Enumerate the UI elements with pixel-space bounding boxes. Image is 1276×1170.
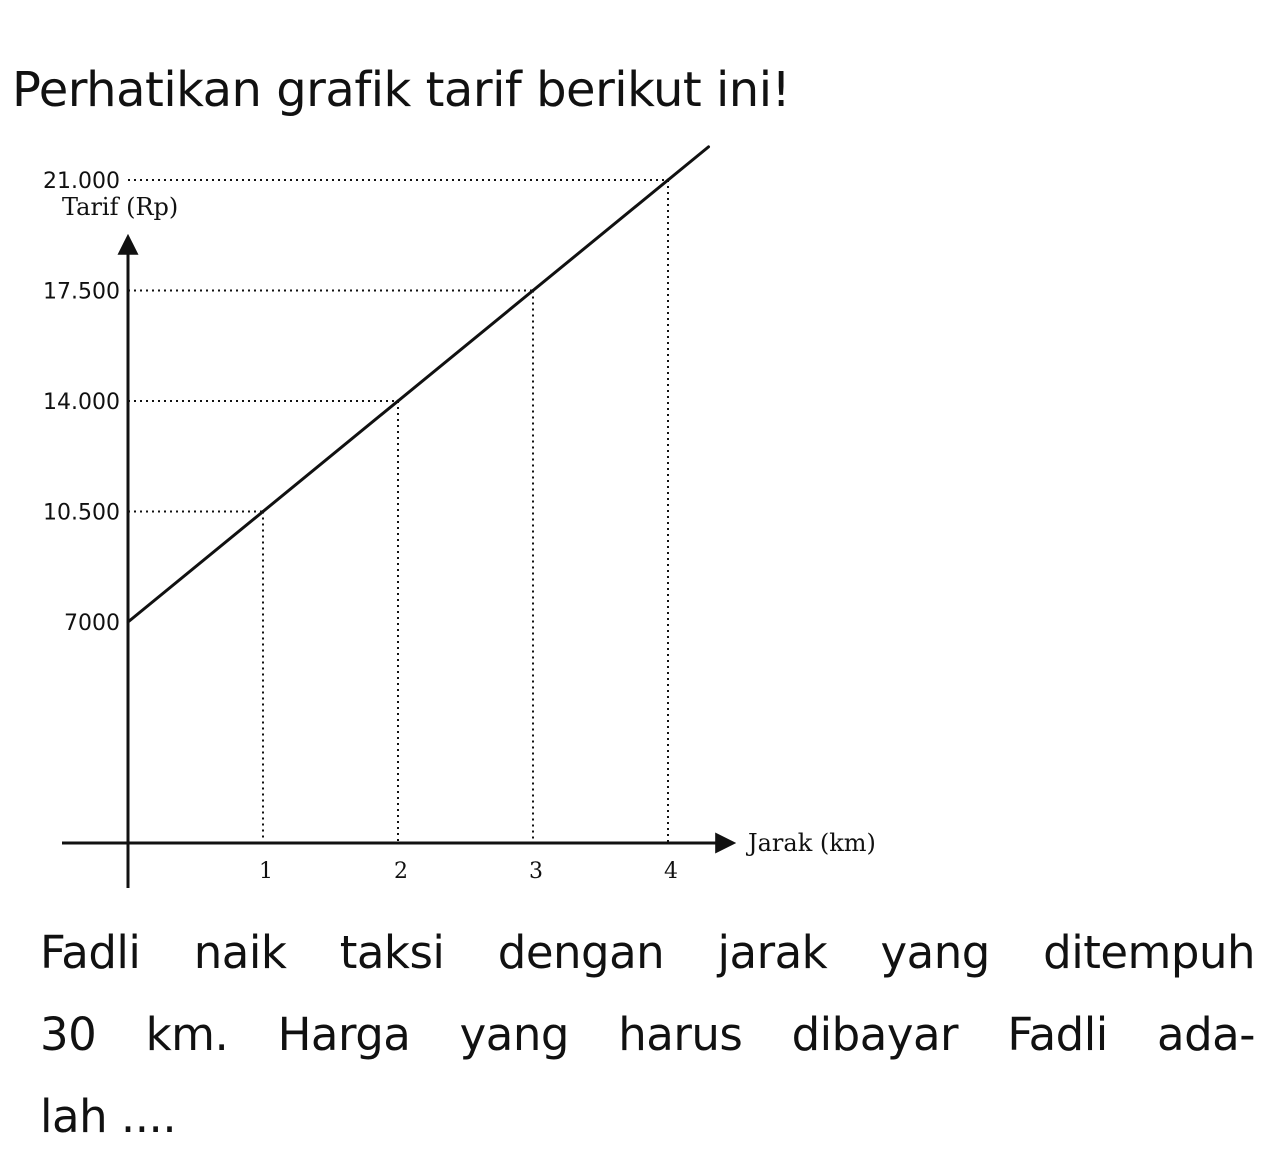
x-tick-label: 1 xyxy=(259,859,273,884)
y-tick-label: 21.000 xyxy=(43,169,120,195)
y-tick-label: 7000 xyxy=(64,611,120,637)
data-point xyxy=(127,621,130,624)
data-series xyxy=(127,147,709,624)
guide-lines xyxy=(128,180,668,843)
x-tick-label: 3 xyxy=(529,859,543,884)
x-axis-title: Jarak (km) xyxy=(748,829,876,857)
data-point xyxy=(667,179,670,182)
y-tick-label: 14.000 xyxy=(43,390,120,416)
data-point xyxy=(532,289,535,292)
data-point xyxy=(397,400,400,403)
chart-axes xyxy=(62,238,732,888)
data-point xyxy=(262,510,265,513)
y-tick-label: 10.500 xyxy=(43,500,120,526)
x-tick-label: 2 xyxy=(394,859,408,884)
question-text xyxy=(40,912,1255,1158)
question-line-1: Fadli naik taksi dengan jarak yang ditempuh xyxy=(40,926,1255,979)
question-line-2: 30 km. Harga yang harus dibayar Fadli ada- xyxy=(40,1008,1255,1061)
x-tick-label: 4 xyxy=(664,859,678,884)
series-line-tarif xyxy=(128,147,709,622)
question-line-3: lah .... xyxy=(40,1090,177,1143)
y-axis-title: Tarif (Rp) xyxy=(62,193,179,221)
chart-labels xyxy=(43,169,876,884)
intro-text: Perhatikan grafik tarif berikut ini! xyxy=(12,62,791,118)
y-tick-label: 17.500 xyxy=(43,279,120,305)
